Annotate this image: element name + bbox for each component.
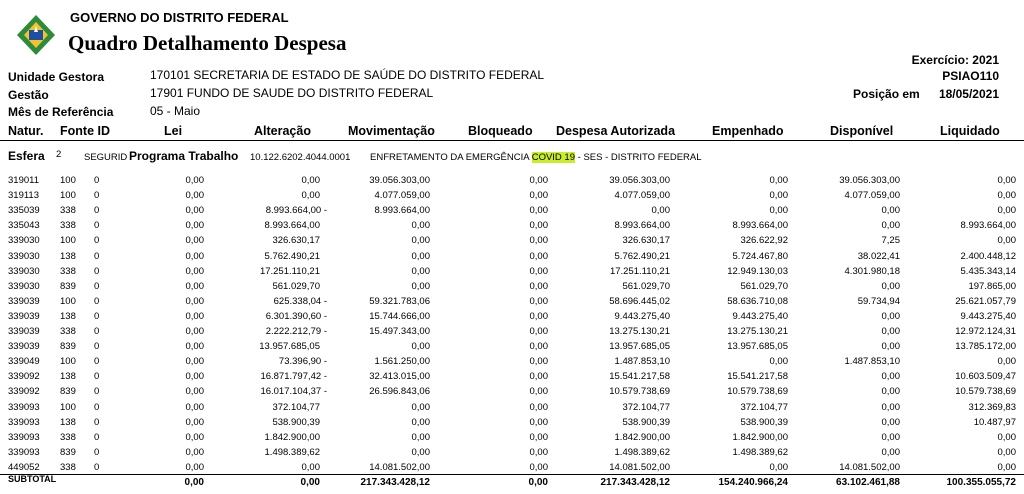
cell-liquidado: 0,00 — [997, 205, 1016, 217]
cell-natur: 339039 — [8, 310, 40, 322]
cell-bloqueado: 0,00 — [529, 190, 548, 202]
cell-id: 0 — [94, 295, 100, 307]
cell-lei: 0,00 — [185, 326, 204, 337]
cell-lei: 0,00 — [185, 416, 204, 428]
cell-liquidado: 9.443.275,40 — [960, 310, 1016, 322]
col-empenhado: Empenhado — [712, 124, 784, 138]
cell-alteracao: 5.762.490,21 — [264, 250, 320, 262]
cell-empenhado: 9.443.275,40 — [732, 310, 788, 322]
cell-liquidado: 0,00 — [997, 235, 1016, 247]
cell-movimentacao: 8.993.664,00 — [374, 205, 430, 217]
cell-liquidado: 25.621.057,79 — [955, 295, 1016, 307]
col-disponivel: Disponível — [830, 124, 894, 138]
cell-disponivel: 4.301.980,18 — [844, 265, 900, 277]
cell-lei: 0,00 — [185, 386, 204, 398]
cell-despesa-autorizada: 15.541.217,58 — [609, 371, 670, 383]
cell-alteracao: 561.029,70 — [272, 280, 320, 292]
cell-empenhado: 13.957.685,05 — [727, 341, 788, 353]
cell-bloqueado: 0,00 — [529, 401, 548, 413]
cell-fonte: 338 — [60, 326, 76, 337]
cell-lei: 0,00 — [185, 431, 204, 443]
cell-fonte: 100 — [60, 356, 76, 368]
cell-lei: 0,00 — [185, 371, 204, 383]
subtotal-despesa-autorizada: 217.343.428,12 — [600, 477, 670, 488]
cell-empenhado: 13.275.130,21 — [727, 326, 788, 337]
cell-id: 0 — [94, 220, 100, 232]
report-code: PSIAO110 — [942, 69, 999, 83]
cell-empenhado: 0,00 — [769, 461, 788, 473]
cell-alteracao: 17.251.110,21 — [259, 265, 320, 277]
cell-alteracao: 0,00 — [301, 461, 320, 473]
cell-lei: 0,00 — [185, 356, 204, 368]
cell-movimentacao: 26.596.843,06 — [369, 386, 430, 398]
cell-id: 0 — [94, 310, 100, 322]
cell-id: 0 — [94, 341, 100, 353]
cell-natur: 339093 — [8, 446, 40, 458]
cell-despesa-autorizada: 1.487.853,10 — [614, 356, 670, 368]
cell-disponivel: 0,00 — [881, 280, 900, 292]
cell-liquidado: 10.603.509,47 — [955, 371, 1016, 383]
subtotal-alteracao: 0,00 — [300, 477, 320, 488]
cell-movimentacao: 39.056.303,00 — [369, 175, 430, 186]
cell-empenhado: 15.541.217,58 — [727, 371, 788, 383]
cell-liquidado: 10.487,97 — [973, 416, 1016, 428]
cell-natur: 449052 — [8, 461, 40, 473]
cell-id: 0 — [94, 235, 100, 247]
cell-disponivel: 7,25 — [881, 235, 900, 247]
cell-liquidado: 0,00 — [997, 461, 1016, 473]
subtotal-disponivel: 63.102.461,88 — [836, 477, 900, 488]
cell-disponivel: 1.487.853,10 — [844, 356, 900, 368]
mes-value: 05 - Maio — [150, 104, 201, 118]
cell-movimentacao: 0,00 — [411, 401, 430, 413]
cell-natur: 339049 — [8, 356, 40, 368]
cell-bloqueado: 0,00 — [529, 310, 548, 322]
org-name: GOVERNO DO DISTRITO FEDERAL — [70, 10, 289, 25]
cell-liquidado: 0,00 — [997, 175, 1016, 186]
cell-despesa-autorizada: 10.579.738,69 — [609, 386, 670, 398]
cell-id: 0 — [94, 205, 100, 217]
cell-movimentacao: 0,00 — [411, 446, 430, 458]
cell-natur: 319011 — [8, 175, 39, 186]
cell-bloqueado: 0,00 — [529, 356, 548, 368]
cell-alteracao: 0,00 — [301, 190, 320, 202]
cell-fonte: 338 — [60, 461, 76, 473]
cell-natur: 339030 — [8, 280, 40, 292]
cell-disponivel: 0,00 — [881, 386, 900, 398]
esfera-seg: SEGURID — [84, 152, 128, 163]
cell-lei: 0,00 — [185, 295, 204, 307]
cell-empenhado: 58.636.710,08 — [727, 295, 788, 307]
cell-fonte: 138 — [60, 371, 76, 383]
gestao-value: 17901 FUNDO DE SAUDE DO DISTRITO FEDERAL — [150, 86, 434, 100]
col-movimentacao: Movimentação — [348, 124, 435, 138]
cell-fonte: 839 — [60, 446, 76, 458]
cell-lei: 0,00 — [185, 220, 204, 232]
cell-lei: 0,00 — [185, 280, 204, 292]
cell-despesa-autorizada: 538.900,39 — [622, 416, 670, 428]
col-natur: Natur. — [8, 124, 44, 138]
cell-alteracao: 8.993.664,00 — [264, 220, 320, 232]
cell-bloqueado: 0,00 — [529, 295, 548, 307]
cell-movimentacao: 4.077.059,00 — [374, 190, 430, 202]
cell-despesa-autorizada: 17.251.110,21 — [609, 265, 670, 277]
programa-label: Programa Trabalho — [129, 149, 239, 163]
cell-movimentacao: 0,00 — [411, 341, 430, 353]
cell-liquidado: 197.865,00 — [968, 280, 1016, 292]
cell-alteracao: 73.396,90 - — [278, 356, 327, 368]
cell-movimentacao: 0,00 — [411, 235, 430, 247]
col-liquidado: Liquidado — [940, 124, 1000, 138]
cell-alteracao: 13.957.685,05 — [259, 341, 320, 353]
cell-id: 0 — [94, 326, 100, 337]
col-bloqueado: Bloqueado — [468, 124, 533, 138]
cell-bloqueado: 0,00 — [529, 386, 548, 398]
subtotal-divider — [0, 474, 1024, 475]
cell-fonte: 100 — [60, 235, 76, 247]
cell-disponivel: 38.022,41 — [857, 250, 900, 262]
cell-id: 0 — [94, 250, 100, 262]
cell-natur: 339093 — [8, 401, 40, 413]
cell-liquidado: 12.972.124,31 — [955, 326, 1016, 337]
cell-id: 0 — [94, 190, 100, 202]
cell-empenhado: 0,00 — [769, 190, 788, 202]
cell-movimentacao: 0,00 — [411, 431, 430, 443]
cell-empenhado: 0,00 — [769, 356, 788, 368]
cell-lei: 0,00 — [185, 265, 204, 277]
cell-id: 0 — [94, 265, 100, 277]
cell-fonte: 100 — [60, 401, 76, 413]
cell-empenhado: 10.579.738,69 — [727, 386, 788, 398]
cell-movimentacao: 15.497.343,00 — [369, 326, 430, 337]
cell-fonte: 338 — [60, 205, 76, 217]
cell-empenhado: 0,00 — [769, 205, 788, 217]
col-alteracao: Alteração — [254, 124, 311, 138]
cell-despesa-autorizada: 13.957.685,05 — [609, 341, 670, 353]
cell-liquidado: 312.369,83 — [968, 401, 1016, 413]
cell-bloqueado: 0,00 — [529, 416, 548, 428]
cell-empenhado: 326.622,92 — [740, 235, 788, 247]
cell-movimentacao: 32.413.015,00 — [369, 371, 430, 383]
cell-movimentacao: 15.744.666,00 — [369, 310, 430, 322]
cell-liquidado: 0,00 — [997, 190, 1016, 202]
cell-alteracao: 0,00 — [301, 175, 320, 186]
cell-natur: 339030 — [8, 235, 40, 247]
cell-liquidado: 13.785.172,00 — [955, 341, 1016, 353]
cell-empenhado: 561.029,70 — [740, 280, 788, 292]
cell-fonte: 138 — [60, 250, 76, 262]
gestao-label: Gestão — [8, 88, 49, 102]
cell-lei: 0,00 — [185, 205, 204, 217]
cell-alteracao: 1.498.389,62 — [264, 446, 320, 458]
cell-disponivel: 0,00 — [881, 205, 900, 217]
cell-liquidado: 5.435.343,14 — [960, 265, 1016, 277]
cell-lei: 0,00 — [185, 341, 204, 353]
cell-despesa-autorizada: 0,00 — [651, 205, 670, 217]
cell-lei: 0,00 — [185, 190, 204, 202]
cell-despesa-autorizada: 372.104,77 — [622, 401, 670, 413]
cell-despesa-autorizada: 5.762.490,21 — [614, 250, 670, 262]
cell-despesa-autorizada: 326.630,17 — [622, 235, 670, 247]
cell-natur: 335039 — [8, 205, 40, 217]
cell-liquidado: 0,00 — [997, 446, 1016, 458]
esfera-label: Esfera — [8, 149, 45, 163]
cell-bloqueado: 0,00 — [529, 265, 548, 277]
page-title: Quadro Detalhamento Despesa — [68, 31, 347, 55]
cell-lei: 0,00 — [185, 310, 204, 322]
cell-despesa-autorizada: 561.029,70 — [622, 280, 670, 292]
cell-natur: 339030 — [8, 265, 40, 277]
cell-id: 0 — [94, 356, 100, 368]
cell-natur: 339039 — [8, 341, 40, 353]
cell-disponivel: 0,00 — [881, 326, 900, 337]
cell-empenhado: 1.498.389,62 — [732, 446, 788, 458]
cell-natur: 339039 — [8, 295, 40, 307]
cell-empenhado: 538.900,39 — [740, 416, 788, 428]
cell-despesa-autorizada: 58.696.445,02 — [609, 295, 670, 307]
cell-disponivel: 0,00 — [881, 446, 900, 458]
header-divider — [0, 140, 1024, 141]
mes-label: Mês de Referência — [8, 105, 114, 119]
cell-despesa-autorizada: 13.275.130,21 — [609, 326, 670, 337]
programa-code: 10.122.6202.4044.0001 — [250, 152, 351, 163]
cell-disponivel: 0,00 — [881, 371, 900, 383]
cell-fonte: 338 — [60, 265, 76, 277]
cell-alteracao: 326.630,17 — [272, 235, 320, 247]
cell-bloqueado: 0,00 — [529, 235, 548, 247]
cell-natur: 339093 — [8, 416, 40, 428]
cell-lei: 0,00 — [185, 446, 204, 458]
cell-liquidado: 8.993.664,00 — [960, 220, 1016, 232]
cell-movimentacao: 59.321.783,06 — [369, 295, 430, 307]
cell-liquidado: 0,00 — [997, 431, 1016, 443]
col-fonte-id: Fonte ID — [60, 124, 110, 138]
cell-id: 0 — [94, 416, 100, 428]
cell-movimentacao: 0,00 — [411, 265, 430, 277]
cell-lei: 0,00 — [185, 235, 204, 247]
cell-fonte: 839 — [60, 341, 76, 353]
cell-empenhado: 12.949.130,03 — [727, 265, 788, 277]
cell-empenhado: 1.842.900,00 — [732, 431, 788, 443]
cell-disponivel: 39.056.303,00 — [839, 175, 900, 186]
cell-id: 0 — [94, 446, 100, 458]
cell-natur: 339030 — [8, 250, 40, 262]
cell-id: 0 — [94, 175, 100, 186]
cell-disponivel: 0,00 — [881, 341, 900, 353]
cell-movimentacao: 1.561.250,00 — [374, 356, 430, 368]
cell-alteracao: 16.017.104,37 - — [260, 386, 327, 398]
cell-natur: 335043 — [8, 220, 40, 232]
col-lei: Lei — [164, 124, 183, 138]
cell-liquidado: 10.579.738,69 — [955, 386, 1016, 398]
cell-lei: 0,00 — [185, 250, 204, 262]
cell-liquidado: 2.400.448,12 — [960, 250, 1016, 262]
cell-alteracao: 16.871.797,42 - — [260, 371, 327, 383]
cell-fonte: 138 — [60, 310, 76, 322]
cell-liquidado: 0,00 — [997, 356, 1016, 368]
cell-natur: 339039 — [8, 326, 40, 337]
cell-alteracao: 2.222.212,79 - — [265, 326, 327, 337]
cell-fonte: 338 — [60, 220, 76, 232]
cell-despesa-autorizada: 39.056.303,00 — [609, 175, 670, 186]
exercicio: Exercício: 2021 — [911, 53, 999, 67]
subtotal-lei: 0,00 — [184, 477, 204, 488]
subtotal-movimentacao: 217.343.428,12 — [360, 477, 430, 488]
cell-fonte: 100 — [60, 190, 76, 202]
subtotal-bloqueado: 0,00 — [528, 477, 548, 488]
cell-despesa-autorizada: 14.081.502,00 — [609, 461, 670, 473]
cell-fonte: 839 — [60, 386, 76, 398]
cell-lei: 0,00 — [185, 175, 204, 186]
cell-empenhado: 5.724.467,80 — [732, 250, 788, 262]
esfera-value: 2 — [56, 149, 62, 160]
cell-alteracao: 538.900,39 — [272, 416, 320, 428]
cell-fonte: 100 — [60, 295, 76, 307]
cell-disponivel: 0,00 — [881, 416, 900, 428]
cell-disponivel: 0,00 — [881, 431, 900, 443]
cell-movimentacao: 0,00 — [411, 416, 430, 428]
cell-id: 0 — [94, 401, 100, 413]
cell-fonte: 138 — [60, 416, 76, 428]
cell-despesa-autorizada: 8.993.664,00 — [614, 220, 670, 232]
cell-movimentacao: 0,00 — [411, 250, 430, 262]
cell-movimentacao: 0,00 — [411, 280, 430, 292]
cell-empenhado: 8.993.664,00 — [732, 220, 788, 232]
cell-id: 0 — [94, 371, 100, 383]
cell-disponivel: 14.081.502,00 — [839, 461, 900, 473]
cell-lei: 0,00 — [185, 461, 204, 473]
cell-empenhado: 0,00 — [769, 175, 788, 186]
cell-alteracao: 6.301.390,60 - — [265, 310, 327, 322]
cell-alteracao: 625.338,04 - — [273, 295, 327, 307]
cell-id: 0 — [94, 461, 100, 473]
cell-bloqueado: 0,00 — [529, 341, 548, 353]
cell-id: 0 — [94, 431, 100, 443]
cell-disponivel: 0,00 — [881, 401, 900, 413]
cell-bloqueado: 0,00 — [529, 371, 548, 383]
cell-bloqueado: 0,00 — [529, 431, 548, 443]
cell-despesa-autorizada: 1.498.389,62 — [614, 446, 670, 458]
cell-bloqueado: 0,00 — [529, 326, 548, 337]
posicao-label: Posição em — [853, 87, 920, 101]
cell-bloqueado: 0,00 — [529, 175, 548, 186]
cell-natur: 339093 — [8, 431, 40, 443]
subtotal-empenhado: 154.240.966,24 — [718, 477, 788, 488]
cell-empenhado: 372.104,77 — [740, 401, 788, 413]
cell-bloqueado: 0,00 — [529, 205, 548, 217]
cell-bloqueado: 0,00 — [529, 280, 548, 292]
cell-despesa-autorizada: 1.842.900,00 — [614, 431, 670, 443]
cell-id: 0 — [94, 280, 100, 292]
posicao-date: 18/05/2021 — [938, 87, 999, 101]
cell-bloqueado: 0,00 — [529, 461, 548, 473]
covid-highlight: COVID 19 — [531, 152, 575, 163]
unidade-label: Unidade Gestora — [8, 70, 105, 84]
cell-fonte: 338 — [60, 431, 76, 443]
cell-alteracao: 1.842.900,00 — [264, 431, 320, 443]
subtotal-liquidado: 100.355.055,72 — [946, 477, 1016, 488]
cell-fonte: 839 — [60, 280, 76, 292]
cell-disponivel: 59.734,94 — [857, 295, 900, 307]
subtotal-label: SUBTOTAL — [8, 474, 57, 484]
cell-despesa-autorizada: 4.077.059,00 — [614, 190, 670, 202]
cell-alteracao: 372.104,77 — [272, 401, 320, 413]
brasao-df-logo-icon — [16, 14, 56, 56]
cell-fonte: 100 — [60, 175, 76, 186]
cell-id: 0 — [94, 386, 100, 398]
cell-natur: 319113 — [8, 190, 39, 202]
cell-disponivel: 4.077.059,00 — [844, 190, 900, 202]
cell-disponivel: 0,00 — [881, 310, 900, 322]
cell-disponivel: 0,00 — [881, 220, 900, 232]
cell-movimentacao: 0,00 — [411, 220, 430, 232]
cell-natur: 339092 — [8, 371, 40, 383]
cell-bloqueado: 0,00 — [529, 220, 548, 232]
cell-alteracao: 8.993.664,00 - — [265, 205, 327, 217]
cell-bloqueado: 0,00 — [529, 250, 548, 262]
cell-bloqueado: 0,00 — [529, 446, 548, 458]
cell-natur: 339092 — [8, 386, 40, 398]
cell-movimentacao: 14.081.502,00 — [369, 461, 430, 473]
col-despesa-autorizada: Despesa Autorizada — [556, 124, 676, 138]
cell-lei: 0,00 — [185, 401, 204, 413]
unidade-value: 170101 SECRETARIA DE ESTADO DE SAÚDE DO DISTRITO FEDERAL — [150, 68, 545, 82]
cell-despesa-autorizada: 9.443.275,40 — [614, 310, 670, 322]
programa-description: ENFRETAMENTO DA EMERGÊNCIA COVID 19 - SES - DISTRITO FEDERAL — [370, 152, 702, 163]
